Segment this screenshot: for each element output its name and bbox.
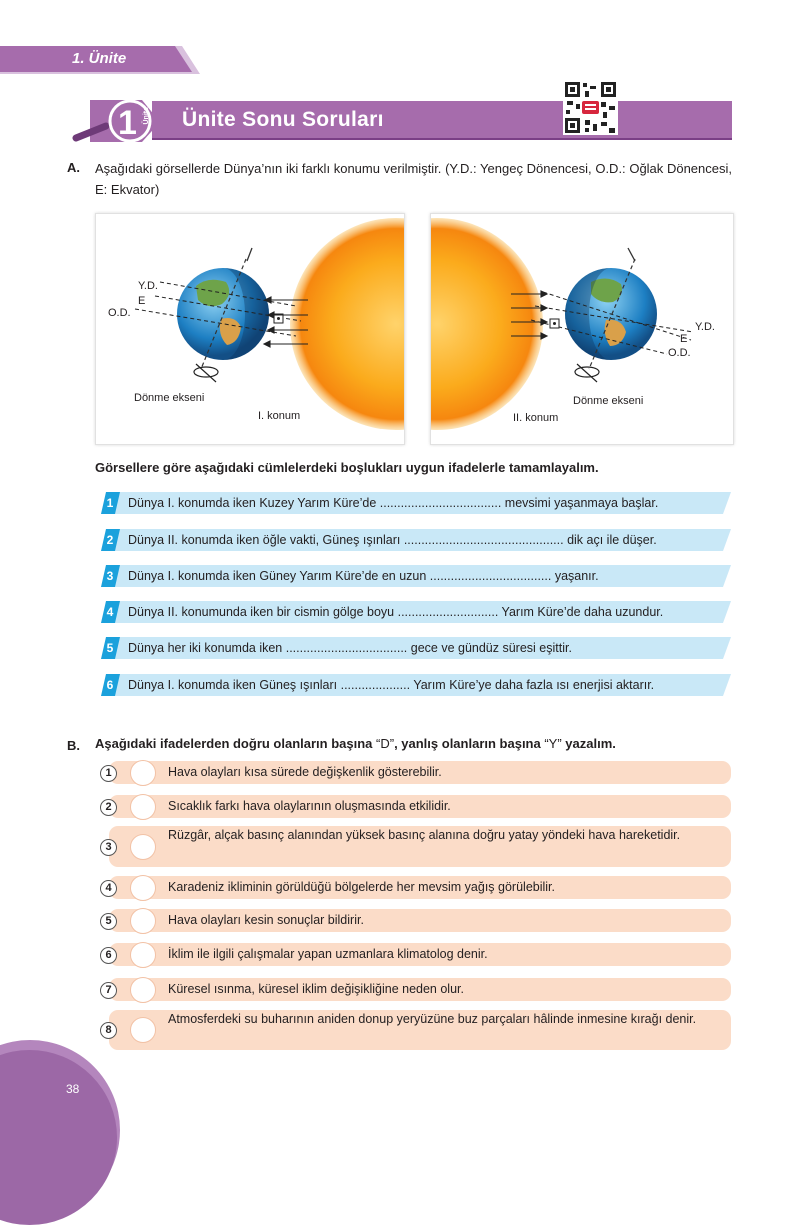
- title-part: Aşağıdaki ifadelerden doğru olanların başına: [95, 736, 377, 751]
- position-label: I. konum: [258, 410, 301, 422]
- fill-in-sentence: Dünya II. konumunda iken bir cismin gölge boyu ............................. Yarım Küre’de daha uzundur.: [128, 605, 664, 619]
- label-e: E: [680, 333, 688, 345]
- label-yd: Y.D.: [138, 280, 158, 292]
- fill-in-sentence: Dünya I. konumda iken Güney Yarım Küre’de en uzun ................................... yaşanır.: [128, 569, 599, 583]
- page-title: Ünite Sonu Soruları: [182, 108, 384, 131]
- item-number: 7: [100, 982, 117, 999]
- statement-text: İklim ile ilgili çalışmalar yapan uzmanlara klimatolog denir.: [168, 947, 488, 961]
- label-yd: Y.D.: [695, 321, 715, 333]
- fill-in-sentence: Dünya her iki konumda iken ................................... gece ve gündüz süresi eşittir.: [128, 641, 572, 655]
- fill-in-sentence: Dünya II. konumda iken öğle vakti, Güneş ışınları .............................................. dik açı ile düşer.: [128, 533, 657, 547]
- item-number: 4: [106, 605, 114, 619]
- statement-text: Karadeniz ikliminin görüldüğü bölgelerde her mevsim yağış görülebilir.: [168, 880, 556, 894]
- item-number: 1: [100, 765, 117, 782]
- item-number: 2: [106, 533, 114, 547]
- statement-text: Atmosferdeki su buharının aniden donup yeryüzüne buz parçaları hâlinde inmesine kırağı denir.: [168, 1012, 697, 1026]
- section-b-letter: B.: [67, 738, 80, 753]
- answer-circle[interactable]: [130, 875, 156, 901]
- item-number: 6: [100, 947, 117, 964]
- unit-badge-sub: Ünite: [143, 107, 150, 125]
- title-d: “D”: [376, 736, 395, 751]
- page-number: 38: [66, 1082, 80, 1096]
- fill-in-item: [101, 529, 731, 551]
- item-number: 5: [100, 913, 117, 930]
- fill-in-item: [101, 565, 731, 587]
- fill-in-item: [101, 492, 731, 514]
- fill-in-sentence: Dünya I. konumda iken Kuzey Yarım Küre’de ................................... mevsimi yaşanmaya başlar.: [128, 496, 659, 510]
- label-od: O.D.: [108, 307, 131, 319]
- answer-circle[interactable]: [130, 942, 156, 968]
- title-part: , yanlış olanların başına: [394, 736, 545, 751]
- item-number: 8: [100, 1022, 117, 1039]
- section-a-intro: Aşağıdaki görsellerde Dünya’nın iki farklı konumu verilmiştir. (Y.D.: Yengeç Dönencesi, O.D.: Oğlak Dönencesi, E: Ekvator): [95, 161, 732, 197]
- item-number: 3: [100, 839, 117, 856]
- label-e: E: [138, 295, 146, 307]
- statement-text: Küresel ısınma, küresel iklim değişikliğine neden olur.: [168, 982, 464, 996]
- item-number: 4: [100, 880, 117, 897]
- fill-in-item: [101, 601, 731, 623]
- answer-circle[interactable]: [130, 834, 156, 860]
- item-number: 3: [106, 569, 114, 583]
- earth-position-figure-2: [430, 213, 734, 445]
- rotation-axis-label: Dönme ekseni: [134, 392, 205, 404]
- answer-circle[interactable]: [130, 794, 156, 820]
- title-y: “Y”: [544, 736, 562, 751]
- answer-circle[interactable]: [130, 1017, 156, 1043]
- section-a-instruction: Görsellere göre aşağıdaki cümlelerdeki boşlukları uygun ifadelerle tamamlayalım.: [95, 460, 599, 475]
- answer-circle[interactable]: [130, 760, 156, 786]
- label-od: O.D.: [668, 347, 691, 359]
- item-number: 1: [106, 496, 114, 510]
- item-number: 6: [106, 678, 114, 692]
- earth-position-figure-1: [95, 213, 405, 445]
- fill-in-item: [101, 674, 731, 696]
- statement-text: Hava olayları kesin sonuçlar bildirir.: [168, 913, 364, 927]
- qr-code-icon[interactable]: [563, 80, 618, 135]
- rotation-axis-label: Dönme ekseni: [573, 395, 644, 407]
- section-b-title: [95, 736, 616, 751]
- item-number: 5: [106, 641, 114, 655]
- section-a-letter: A.: [67, 160, 80, 175]
- header-underline: [152, 138, 732, 140]
- position-label: II. konum: [513, 412, 559, 424]
- answer-circle[interactable]: [130, 977, 156, 1003]
- item-number: 2: [100, 799, 117, 816]
- fill-in-item: [101, 637, 731, 659]
- unit-badge-number: 1: [118, 104, 137, 142]
- statement-text: Rüzgâr, alçak basınç alanından yüksek basınç alanına doğru yatay yöndeki hava hareketidir.: [168, 828, 681, 842]
- answer-circle[interactable]: [130, 908, 156, 934]
- statement-text: Hava olayları kısa sürede değişkenlik gösterebilir.: [168, 765, 442, 779]
- statement-text: Sıcaklık farkı hava olaylarının oluşmasında etkilidir.: [168, 799, 451, 813]
- unit-label: 1. Ünite: [72, 50, 127, 67]
- fill-in-sentence: Dünya I. konumda iken Güneş ışınları .................... Yarım Küre’ye daha fazla ısı enerjisi aktarır.: [128, 678, 655, 692]
- title-part: yazalım.: [561, 736, 616, 751]
